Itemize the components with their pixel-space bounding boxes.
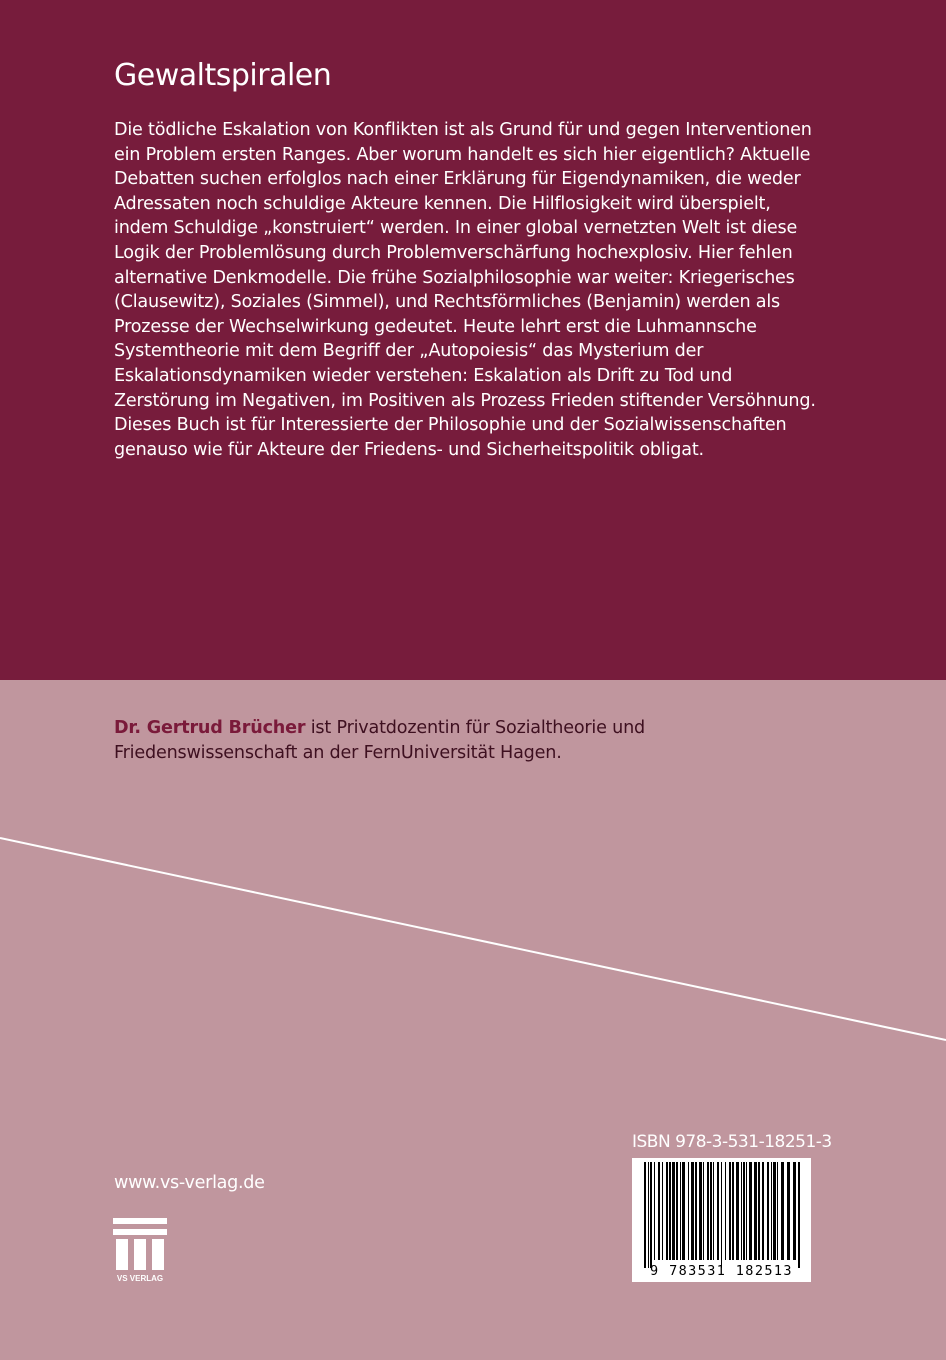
barcode-bar xyxy=(787,1162,790,1260)
barcode-bar xyxy=(717,1162,719,1260)
barcode-bar xyxy=(672,1162,675,1260)
barcode-bar xyxy=(676,1162,678,1260)
barcode-bar xyxy=(729,1162,731,1260)
barcode-bar xyxy=(743,1162,745,1260)
barcode-bar xyxy=(650,1162,652,1268)
barcode-bar xyxy=(713,1162,714,1260)
author-bio xyxy=(114,716,814,765)
book-description: Die tödliche Eskalation von Konflikten ist als Grund für und gegen Interventionen ein Problem ersten Ranges. Aber worum handelt es sich hier eigentlich? Aktuelle Debatten suchen erfolglos nach einer Erklärung für Eigendynamiken, die weder Adressaten noch schuldige Akteure kennen. Die Hilflosigkeit wird überspielt, indem Schuldige „konstruiert“ werden. In einer global vernetzten Welt ist diese Logik der Problemlösung durch Problemverschärfung hochexplosiv. Hier fehlen alternative Denkmodelle. Die frühe Sozialphilosophie war weiter: Kriegerisches (Clausewitz), Soziales (Simmel), und Rechtsförmliches (Benjamin) werden als Prozesse der Wechselwirkung gedeutet. Heute lehrt erst die Luhmannsche Systemtheorie mit dem Begriff der „Autopoiesis“ das Mysterium der Eskalationsdynamiken wieder verstehen: Eskalation als Drift zu Tod und Zerstörung im Negativen, im Positiven als Prozess Frieden stiftender Versöhnung. Dieses Buch ist für Interessierte der Philosophie und der Sozialwissenschaften genauso wie für Akteure der Friedens- und Sicherheitspolitik obligat. xyxy=(114,120,816,460)
barcode-bar xyxy=(658,1162,660,1260)
barcode-bar xyxy=(648,1162,649,1268)
barcode-bar xyxy=(699,1162,702,1260)
author-name: Dr. Gertrud Brücher xyxy=(114,718,306,738)
barcode-bar xyxy=(654,1162,655,1260)
barcode-bar xyxy=(707,1162,709,1260)
book-title: Gewaltspiralen xyxy=(114,58,332,93)
barcode-bar xyxy=(691,1162,694,1260)
barcode-bar xyxy=(762,1162,764,1260)
barcode-bar xyxy=(798,1162,800,1268)
barcode-bar xyxy=(703,1162,704,1260)
barcode-bar xyxy=(736,1162,739,1260)
barcode-bar xyxy=(710,1162,712,1260)
barcode-bar xyxy=(662,1162,663,1260)
barcode-bar xyxy=(749,1162,752,1260)
barcode-bar xyxy=(680,1162,681,1260)
vs-verlag-logo xyxy=(113,1218,167,1284)
barcode-bar xyxy=(721,1162,722,1268)
barcode-bar xyxy=(682,1162,685,1260)
barcode-bar xyxy=(767,1162,769,1260)
barcode-digits: 9 783531 182513 xyxy=(650,1263,793,1279)
author-bio-text: ist Privatdozentin für Sozialtheorie und Friedenswissenschaft an der FernUniversität Hagen. xyxy=(114,718,646,763)
logo-text: VS VERLAG xyxy=(116,1274,164,1283)
barcode-bar xyxy=(695,1162,697,1260)
barcode-bar xyxy=(758,1162,760,1260)
barcode-bar xyxy=(773,1162,776,1260)
barcode-bar xyxy=(644,1162,646,1268)
barcode-bar xyxy=(771,1162,772,1260)
publisher-url[interactable]: www.vs-verlag.de xyxy=(114,1173,265,1193)
barcode-bar xyxy=(725,1162,726,1260)
barcode-bar xyxy=(732,1162,734,1260)
barcode-bar xyxy=(754,1162,757,1260)
barcode-bar xyxy=(746,1162,747,1260)
barcode-bar xyxy=(669,1162,671,1260)
isbn-barcode xyxy=(632,1158,811,1282)
isbn-label: ISBN 978-3-531-18251-3 xyxy=(632,1132,832,1152)
barcode-bar xyxy=(741,1162,742,1260)
barcode-bar xyxy=(688,1162,689,1260)
barcode-bar xyxy=(777,1162,778,1260)
barcode-bar xyxy=(666,1162,668,1260)
barcode-bar xyxy=(793,1162,796,1260)
barcode-bar xyxy=(781,1162,784,1260)
